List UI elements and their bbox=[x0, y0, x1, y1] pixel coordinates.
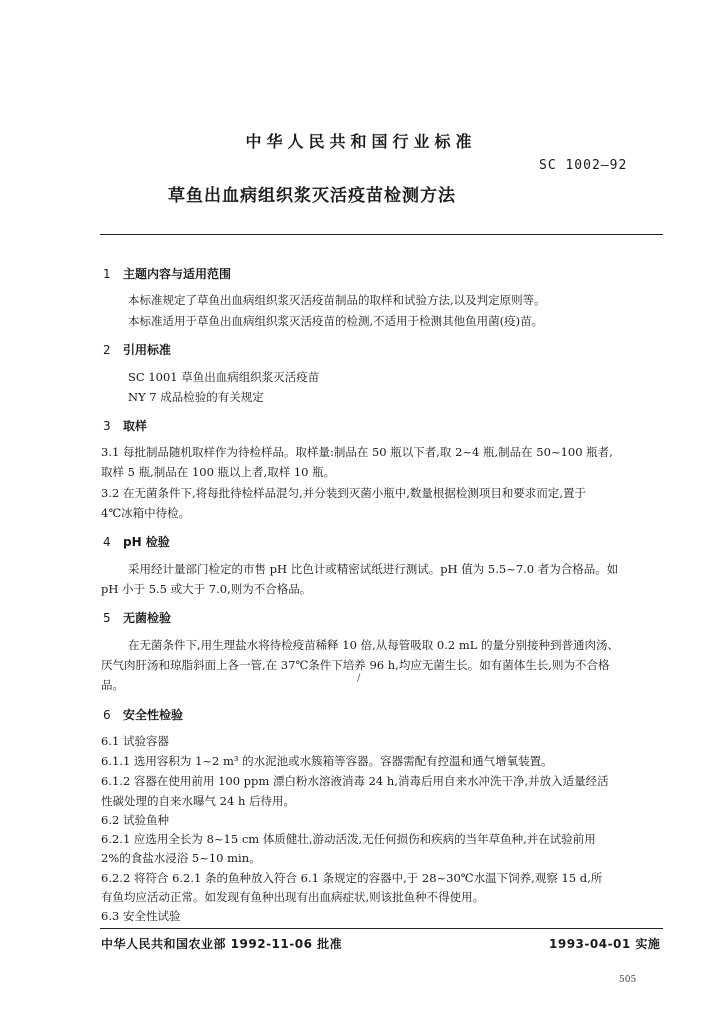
clause-6-1-2-line-2: 性碳处理的自来水曝气 24 h 后待用。 bbox=[101, 794, 296, 808]
section-5-line-1: 在无菌条件下,用生理盐水将待检疫苗稀释 10 倍,从每管吸取 0.2 mL 的量分别接种到普通肉汤、 bbox=[128, 638, 620, 652]
section-5-heading bbox=[103, 609, 171, 626]
footer-rule bbox=[100, 928, 663, 929]
reference-standard-1: SC 1001 草鱼出血病组织浆灭活疫苗 bbox=[128, 370, 320, 384]
section-number: 4 bbox=[103, 535, 111, 549]
clause-6-2-1-line-2: 2%的食盐水浸浴 5~10 min。 bbox=[101, 851, 261, 865]
section-5-line-2: 厌气肉肝汤和琼脂斜面上各一管,在 37℃条件下培养 96 h,均应无菌生长。如有菌体生长,则为不合格 bbox=[101, 658, 610, 672]
standard-category-heading: 中华人民共和国行业标准 bbox=[245, 132, 477, 151]
clause-6-1: 6.1 试验容器 bbox=[101, 734, 169, 748]
section-1-heading bbox=[103, 265, 231, 282]
clause-3-2-line-1: 3.2 在无菌条件下,将每批待检样品混匀,并分装到灭菌小瓶中,数量根据检测项目和要求而定,置于 bbox=[101, 486, 587, 500]
clause-3-1-line-1: 3.1 每批制品随机取样作为待检样品。取样量:制品在 50 瓶以下者,取 2~4 瓶,制品在 50~100 瓶者, bbox=[101, 445, 613, 459]
stray-mark: / bbox=[357, 673, 361, 684]
section-title: 无菌检验 bbox=[123, 611, 172, 625]
document-title: 草鱼出血病组织浆灭活疫苗检测方法 bbox=[168, 186, 456, 206]
approval-line: 中华人民共和国农业部 1992-11-06 批准 bbox=[101, 937, 343, 951]
clause-3-2-line-2: 4℃冰箱中待检。 bbox=[101, 506, 191, 520]
clause-6-2: 6.2 试验鱼种 bbox=[101, 813, 169, 827]
section-1-paragraph-2: 本标准适用于草鱼出血病组织浆灭活疫苗的检测,不适用于检测其他鱼用菌(疫)苗。 bbox=[128, 314, 544, 328]
section-number: 5 bbox=[103, 611, 111, 625]
clause-6-2-1-line-1: 6.2.1 应选用全长为 8~15 cm 体质健壮,游动活泼,无任何损伤和疾病的当年草鱼种,并在试验前用 bbox=[101, 832, 596, 846]
reference-standard-2: NY 7 成品检验的有关规定 bbox=[128, 390, 264, 404]
section-number: 6 bbox=[103, 708, 111, 722]
section-number: 3 bbox=[103, 419, 111, 433]
section-2-heading bbox=[103, 341, 171, 358]
header-rule bbox=[100, 234, 663, 235]
section-4-line-1: 采用经计量部门检定的市售 pH 比色计或精密试纸进行测试。pH 值为 5.5~7.0 者为合格品。如 bbox=[128, 562, 619, 576]
section-title: 引用标准 bbox=[123, 343, 172, 357]
section-3-heading bbox=[103, 417, 147, 434]
clause-6-3: 6.3 安全性试验 bbox=[101, 909, 181, 923]
clause-3-1-line-2: 取样 5 瓶,制品在 100 瓶以上者,取样 10 瓶。 bbox=[101, 465, 336, 479]
section-title: pH 检验 bbox=[123, 535, 170, 549]
section-6-heading bbox=[103, 706, 183, 723]
effective-date: 1993-04-01 实施 bbox=[549, 937, 661, 951]
page-number: 505 bbox=[619, 975, 637, 985]
standard-code: SC 1002—92 bbox=[539, 158, 628, 173]
clause-6-1-1: 6.1.1 选用容积为 1~2 m³ 的水泥池或水簇箱等容器。容器需配有控温和通气增氧装置。 bbox=[101, 754, 553, 768]
section-1-paragraph-1: 本标准规定了草鱼出血病组织浆灭活疫苗制品的取样和试验方法,以及判定原则等。 bbox=[128, 293, 546, 307]
section-title: 主题内容与适用范围 bbox=[123, 267, 232, 281]
section-title: 安全性检验 bbox=[123, 708, 184, 722]
section-number: 1 bbox=[103, 267, 111, 281]
clause-6-2-2-line-1: 6.2.2 将符合 6.2.1 条的鱼种放入符合 6.1 条规定的容器中,于 28~30℃水温下饲养,观察 15 d,所 bbox=[101, 871, 603, 885]
section-number: 2 bbox=[103, 343, 111, 357]
section-4-line-2: pH 小于 5.5 或大于 7.0,则为不合格品。 bbox=[101, 582, 312, 596]
section-4-heading bbox=[103, 533, 170, 550]
clause-6-1-2-line-1: 6.1.2 容器在使用前用 100 ppm 漂白粉水溶液消毒 24 h,消毒后用自来水冲洗干净,并放入适量经活 bbox=[101, 774, 609, 788]
section-5-line-3: 品。 bbox=[101, 678, 124, 692]
section-title: 取样 bbox=[123, 419, 148, 433]
clause-6-2-2-line-2: 有鱼均应活动正常。如发现有鱼种出现有出血病症状,则该批鱼种不得使用。 bbox=[101, 890, 485, 904]
